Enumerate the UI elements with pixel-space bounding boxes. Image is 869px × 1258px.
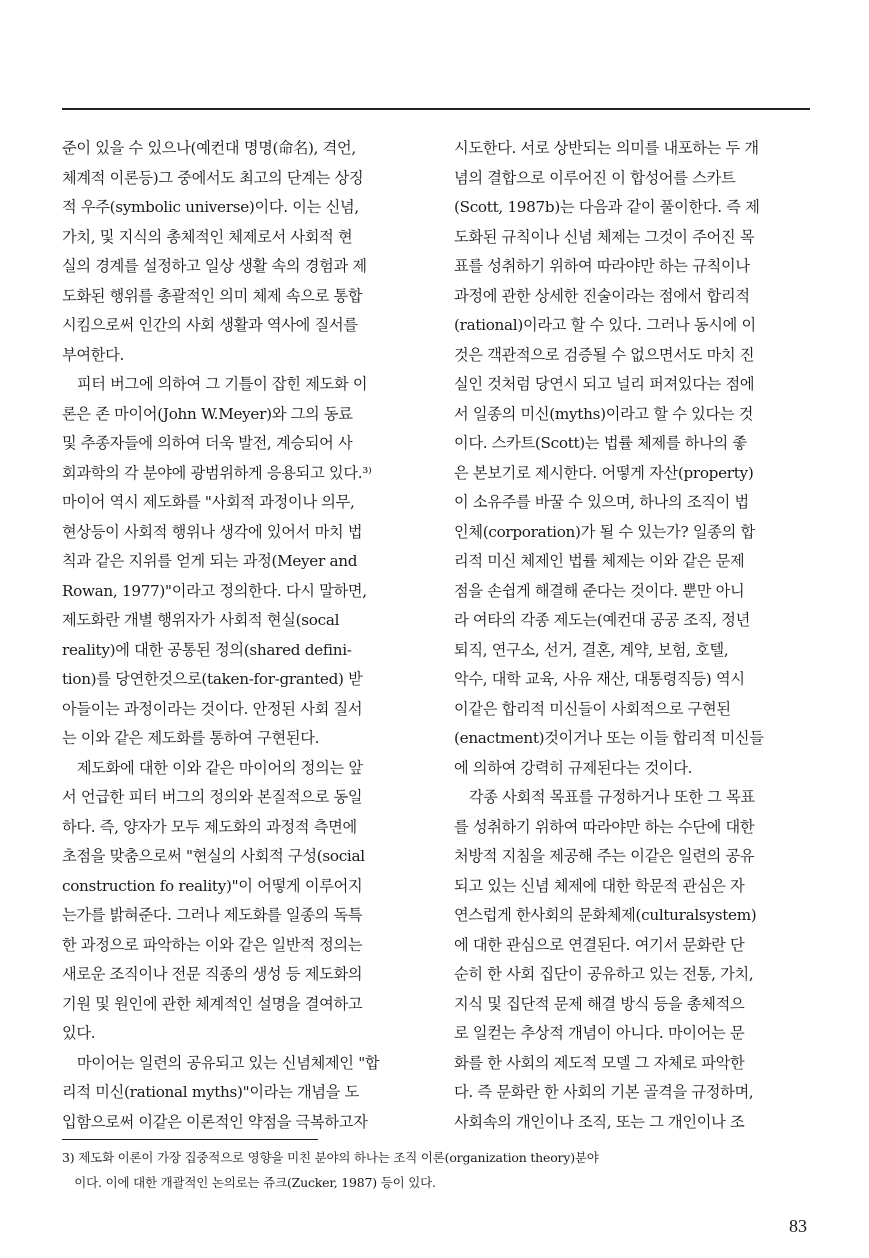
body-text-line: 가치, 및 지식의 총체적인 체제로서 사회적 현: [62, 227, 353, 246]
right-column: [454, 134, 810, 1137]
body-text-line: 실의 경계를 설정하고 일상 생활 속의 경험과 제: [62, 257, 367, 275]
footnote: [62, 1145, 810, 1195]
body-text-line: 론은 존 마이어(John W.Meyer)와 그의 동료: [62, 404, 353, 423]
footnote-line: 3) 제도화 이론이 가장 집중적으로 영향을 미친 분야의 하나는 조직 이론(organization theory)분야: [62, 1150, 599, 1165]
body-text-line: 시도한다. 서로 상반되는 의미를 내포하는 두 개: [454, 139, 759, 157]
body-text-line: tion)를 당연한것으로(taken-for-granted) 받: [62, 670, 363, 688]
body-text-line: 인체(corporation)가 될 수 있는가? 일종의 합: [454, 522, 755, 541]
page-number: 83: [789, 1216, 807, 1236]
body-text-line: 념의 결합으로 이루어진 이 합성어를 스카트: [454, 168, 736, 187]
body-text-line: 시킴으로써 인간의 사회 생활과 역사에 질서를: [62, 316, 358, 334]
body-text-line: (rational)이라고 할 수 있다. 그러나 동시에 이: [454, 316, 756, 334]
body-text-line: 초점을 맞춤으로써 "현실의 사회적 구성(social: [62, 847, 365, 865]
body-text-line: 순히 한 사회 집단이 공유하고 있는 전통, 가치,: [454, 965, 754, 983]
footnote-rule: [62, 1139, 318, 1140]
body-text-line: 체계적 이론등)그 중에서도 최고의 단계는 상징: [62, 168, 364, 187]
body-text-line: 에 의하여 강력히 규제된다는 것이다.: [454, 758, 693, 777]
body-text-line: 화를 한 사회의 제도적 모델 그 자체로 파악한: [454, 1053, 745, 1072]
body-text-line: 이 소유주를 바꿀 수 있으며, 하나의 조직이 법: [454, 493, 749, 511]
body-text-line: 는 이와 같은 제도화를 통하여 구현된다.: [62, 729, 320, 747]
body-text-line: 를 성취하기 위하여 따라야만 하는 수단에 대한: [454, 817, 755, 836]
body-text-line: 서 일종의 미신(myths)이라고 할 수 있다는 것: [454, 404, 754, 423]
body-text-line: 로 일컫는 추상적 개념이 아니다. 마이어는 문: [454, 1024, 745, 1042]
body-text-line: 준이 있을 수 있으나(예컨대 명명(命名), 격언,: [62, 139, 356, 157]
body-text-line: 것은 객관적으로 검증될 수 없으면서도 마치 진: [454, 345, 755, 364]
body-text-line: 사회속의 개인이나 조직, 또는 그 개인이나 조: [454, 1112, 745, 1131]
body-text-line: 마이어는 일련의 공유되고 있는 신념체제인 "합: [62, 1053, 380, 1072]
body-text-line: 라 여타의 각종 제도는(예컨대 공공 조직, 정년: [454, 611, 750, 629]
header-rule: [62, 108, 810, 110]
body-text-line: 기원 및 원인에 관한 체계적인 설명을 결여하고: [62, 994, 363, 1013]
body-text-line: 각종 사회적 목표를 규정하거나 또한 그 목표: [454, 788, 755, 806]
body-text-line: 제도화에 대한 이와 같은 마이어의 정의는 앞: [62, 758, 363, 777]
body-text-line: 피터 버그에 의하여 그 기틀이 잡힌 제도화 이: [62, 375, 368, 393]
body-text-line: 하다. 즉, 양자가 모두 제도화의 과정적 측면에: [62, 817, 357, 836]
body-text-line: 연스럽게 한사회의 문화체제(culturalsystem): [454, 906, 757, 924]
body-text-line: 악수, 대학 교육, 사유 재산, 대통령직등) 역시: [454, 670, 745, 688]
body-text-line: 점을 손쉽게 해결해 준다는 것이다. 뿐만 아니: [454, 581, 745, 600]
body-text-line: 입함으로써 이같은 이론적인 약점을 극복하고자: [62, 1112, 368, 1131]
body-text-line: 리적 미신(rational myths)"이라는 개념을 도: [62, 1083, 360, 1101]
body-text-line: 있다.: [62, 1024, 96, 1042]
body-text-line: 도화된 행위를 총괄적인 의미 체제 속으로 통합: [62, 286, 363, 305]
body-text-line: (Scott, 1987b)는 다음과 같이 풀이한다. 즉 제: [454, 198, 760, 216]
body-text-line: 은 본보기로 제시한다. 어떻게 자산(property): [454, 463, 754, 482]
body-text-line: 마이어 역시 제도화를 "사회적 과정이나 의무,: [62, 493, 355, 511]
body-text-line: 다. 즉 문화란 한 사회의 기본 골격을 규정하며,: [454, 1083, 754, 1101]
body-text-line: 처방적 지침을 제공해 주는 이같은 일련의 공유: [454, 847, 755, 865]
left-column: [62, 134, 418, 1137]
body-text-line: 과정에 관한 상세한 진술이라는 점에서 합리적: [454, 286, 750, 305]
body-text-line: 리적 미신 체제인 법률 체제는 이와 같은 문제: [454, 552, 745, 570]
body-text-line: 서 언급한 피터 버그의 정의와 본질적으로 동일: [62, 788, 363, 806]
body-text-line: 되고 있는 신념 체제에 대한 학문적 관심은 자: [454, 876, 745, 895]
body-text-line: construction fo reality)"이 어떻게 이루어지: [62, 876, 363, 895]
body-text-line: 회과학의 각 분야에 광범위하게 응용되고 있다.³⁾: [62, 463, 372, 482]
body-text-line: 지식 및 집단적 문제 해결 방식 등을 총체적으: [454, 994, 745, 1013]
body-text-line: 표를 성취하기 위하여 따라야만 하는 규칙이나: [454, 257, 750, 275]
body-text-line: 현상등이 사회적 행위나 생각에 있어서 마치 법: [62, 522, 363, 541]
body-text-line: 한 과정으로 파악하는 이와 같은 일반적 정의는: [62, 935, 363, 954]
body-text-line: reality)에 대한 공통된 정의(shared defini-: [62, 640, 352, 659]
footnote-line: 이다. 이에 대한 개괄적인 논의로는 쥬크(Zucker, 1987) 등이 있다.: [62, 1175, 436, 1190]
body-text-line: 이다. 스카트(Scott)는 법률 체제를 하나의 좋: [454, 434, 747, 452]
body-text-line: 퇴직, 연구소, 선거, 결혼, 계약, 보험, 호텔,: [454, 640, 729, 659]
body-text-line: 는가를 밝혀준다. 그러나 제도화를 일종의 독특: [62, 906, 363, 924]
body-text-line: 이같은 합리적 미신들이 사회적으로 구현된: [454, 699, 731, 718]
body-text-line: 칙과 같은 지위를 얻게 되는 과정(Meyer and: [62, 552, 358, 570]
body-text-line: 및 추종자들에 의하여 더욱 발전, 계승되어 사: [62, 434, 353, 452]
body-text-line: 제도화란 개별 행위자가 사회적 현실(socal: [62, 611, 340, 629]
body-text-line: 부여한다.: [62, 345, 125, 364]
body-text-line: 도화된 규칙이나 신념 체제는 그것이 주어진 목: [454, 227, 755, 246]
body-text-line: 적 우주(symbolic universe)이다. 이는 신념,: [62, 198, 359, 216]
body-text-line: 아들이는 과정이라는 것이다. 안정된 사회 질서: [62, 699, 363, 718]
body-text-line: 실인 것처럼 당연시 되고 널리 퍼져있다는 점에: [454, 375, 755, 393]
body-text-line: 새로운 조직이나 전문 직종의 생성 등 제도화의: [62, 965, 363, 983]
body-text-line: Rowan, 1977)"이라고 정의한다. 다시 말하면,: [62, 581, 367, 600]
body-text-line: (enactment)것이거나 또는 이들 합리적 미신들: [454, 729, 764, 747]
body-text-line: 에 대한 관심으로 연결된다. 여기서 문화란 단: [454, 935, 745, 954]
